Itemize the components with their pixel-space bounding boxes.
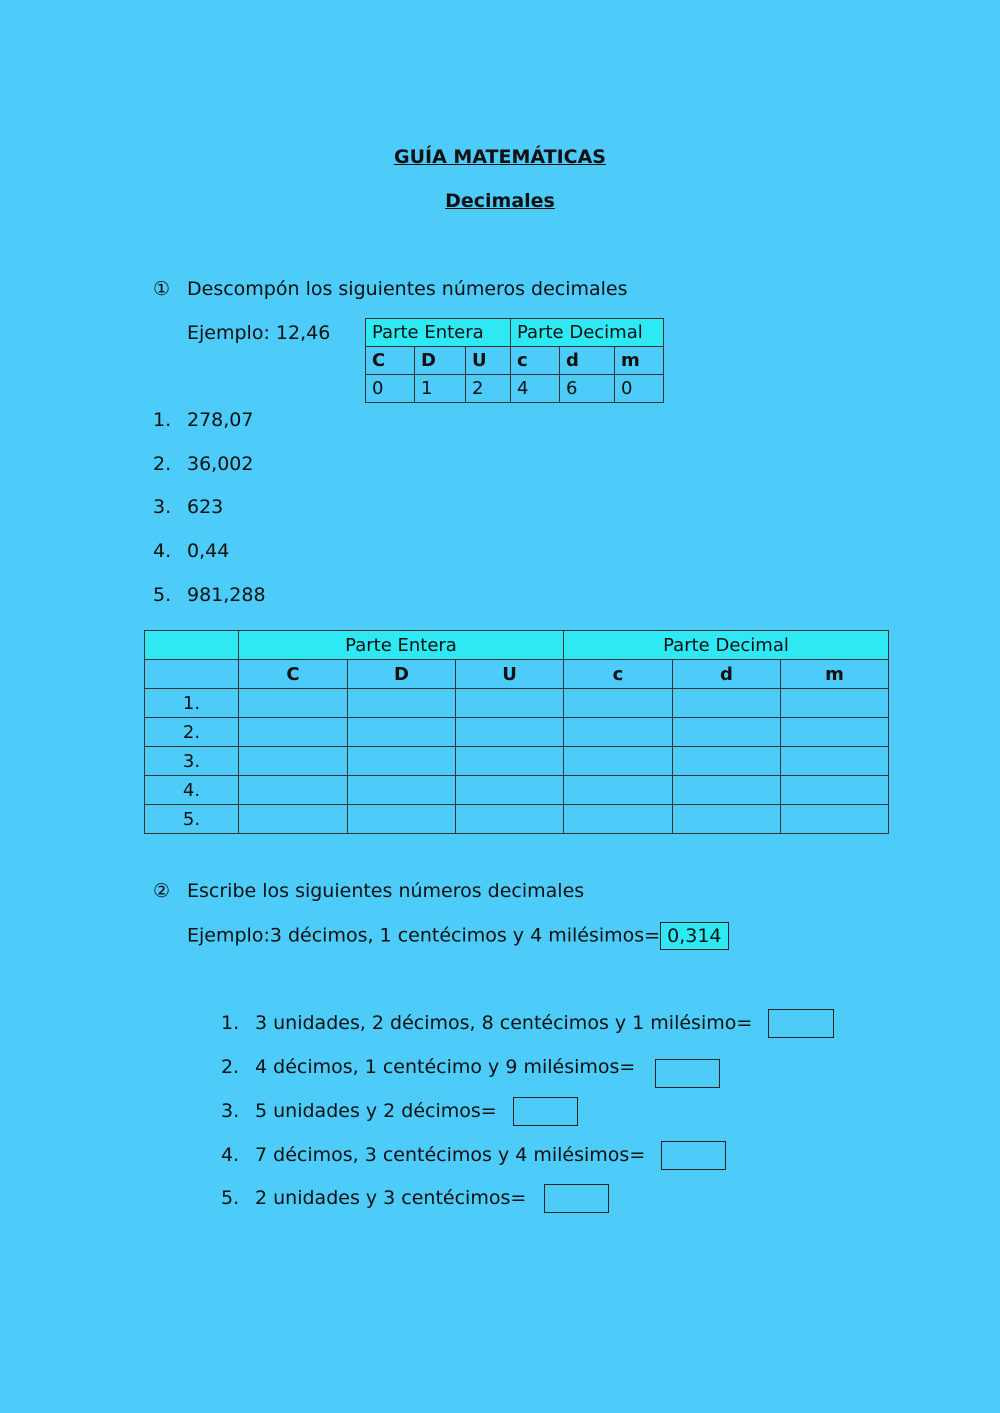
- answer-cell[interactable]: [348, 689, 456, 718]
- page-title: GUÍA MATEMÁTICAS: [394, 146, 606, 168]
- list-item: 2. 36,002: [153, 453, 254, 475]
- example-cell: 4: [511, 375, 560, 403]
- answer-cell[interactable]: [564, 805, 673, 834]
- answer-cell[interactable]: [673, 747, 781, 776]
- answer-cell[interactable]: [781, 747, 889, 776]
- table-row: [145, 805, 889, 834]
- example-cell: 1: [415, 375, 466, 403]
- answer-cell[interactable]: [673, 805, 781, 834]
- section1-instruction: ① Descompón los siguientes números decimales: [153, 278, 628, 300]
- answer-cell[interactable]: [239, 689, 348, 718]
- example-col-header: D: [415, 347, 466, 375]
- page-subtitle: Decimales: [445, 190, 555, 212]
- answer-cell[interactable]: [348, 718, 456, 747]
- answer-box[interactable]: [513, 1097, 578, 1126]
- table-row: [145, 718, 889, 747]
- section2-instruction: ② Escribe los siguientes números decimales: [153, 880, 585, 902]
- answer-cell[interactable]: [456, 805, 564, 834]
- row-label: 1.: [145, 689, 239, 718]
- example-col-header: c: [511, 347, 560, 375]
- answer-cell[interactable]: [781, 718, 889, 747]
- list-item: 1. 278,07: [153, 409, 254, 431]
- answer-col-header: C: [239, 660, 348, 689]
- answer-cell[interactable]: [781, 689, 889, 718]
- row-label: 5.: [145, 805, 239, 834]
- answer-cell[interactable]: [564, 718, 673, 747]
- row-label: 2.: [145, 718, 239, 747]
- answer-cell[interactable]: [348, 747, 456, 776]
- example-col-header: m: [615, 347, 664, 375]
- answer-cell[interactable]: [781, 805, 889, 834]
- answer-cell[interactable]: [456, 718, 564, 747]
- answer-cell[interactable]: [673, 718, 781, 747]
- answer-cell[interactable]: [456, 776, 564, 805]
- example-cell: 0: [615, 375, 664, 403]
- answer-box[interactable]: [655, 1059, 720, 1088]
- answer-box[interactable]: [768, 1009, 834, 1038]
- answer-cell[interactable]: [456, 689, 564, 718]
- row-label: 3.: [145, 747, 239, 776]
- example-cell: 6: [560, 375, 615, 403]
- answer-group-header: Parte Entera: [239, 631, 564, 660]
- list-item: 1. 3 unidades, 2 décimos, 8 centécimos y 1 milésimo=: [221, 1009, 834, 1038]
- answer-cell[interactable]: [239, 718, 348, 747]
- answer-cell[interactable]: [348, 805, 456, 834]
- answer-cell[interactable]: [348, 776, 456, 805]
- answer-cell[interactable]: [781, 776, 889, 805]
- example-cell: 0: [366, 375, 415, 403]
- example-group-header: Parte Entera: [366, 319, 511, 347]
- answer-col-header: m: [781, 660, 889, 689]
- example-cell: 2: [466, 375, 511, 403]
- answer-box[interactable]: [544, 1184, 609, 1213]
- section2-example: Ejemplo:3 décimos, 1 centécimos y 4 milésimos= 0,314: [187, 922, 729, 950]
- answer-cell[interactable]: [239, 747, 348, 776]
- answer-group-header: Parte Decimal: [564, 631, 889, 660]
- answer-cell[interactable]: [456, 747, 564, 776]
- answer-box[interactable]: [661, 1141, 726, 1170]
- example-table: [365, 318, 664, 403]
- answer-corner-cell: [145, 631, 239, 660]
- table-row: [145, 776, 889, 805]
- list-item: 2. 4 décimos, 1 centécimo y 9 milésimos=: [221, 1053, 720, 1082]
- table-row: [145, 747, 889, 776]
- example-answer-box: 0,314: [660, 922, 728, 950]
- answer-cell[interactable]: [564, 747, 673, 776]
- answer-blank-cell: [145, 660, 239, 689]
- example-col-header: C: [366, 347, 415, 375]
- example-group-header: Parte Decimal: [511, 319, 664, 347]
- answer-table: [144, 630, 889, 834]
- section2-marker: ②: [153, 880, 171, 902]
- list-item: 3. 623: [153, 496, 224, 518]
- answer-col-header: c: [564, 660, 673, 689]
- answer-cell[interactable]: [564, 689, 673, 718]
- list-item: 5. 2 unidades y 3 centécimos=: [221, 1184, 609, 1213]
- answer-cell[interactable]: [239, 776, 348, 805]
- example-col-header: U: [466, 347, 511, 375]
- answer-col-header: d: [673, 660, 781, 689]
- answer-cell[interactable]: [673, 776, 781, 805]
- section1-marker: ①: [153, 278, 171, 300]
- answer-col-header: U: [456, 660, 564, 689]
- answer-col-header: D: [348, 660, 456, 689]
- example-col-header: d: [560, 347, 615, 375]
- answer-cell[interactable]: [564, 776, 673, 805]
- answer-cell[interactable]: [239, 805, 348, 834]
- list-item: 5. 981,288: [153, 584, 266, 606]
- list-item: 4. 7 décimos, 3 centécimos y 4 milésimos=: [221, 1141, 726, 1170]
- answer-cell[interactable]: [673, 689, 781, 718]
- list-item: 3. 5 unidades y 2 décimos=: [221, 1097, 578, 1126]
- table-row: [145, 689, 889, 718]
- section1-example-label: Ejemplo: 12,46: [187, 322, 331, 344]
- row-label: 4.: [145, 776, 239, 805]
- list-item: 4. 0,44: [153, 540, 230, 562]
